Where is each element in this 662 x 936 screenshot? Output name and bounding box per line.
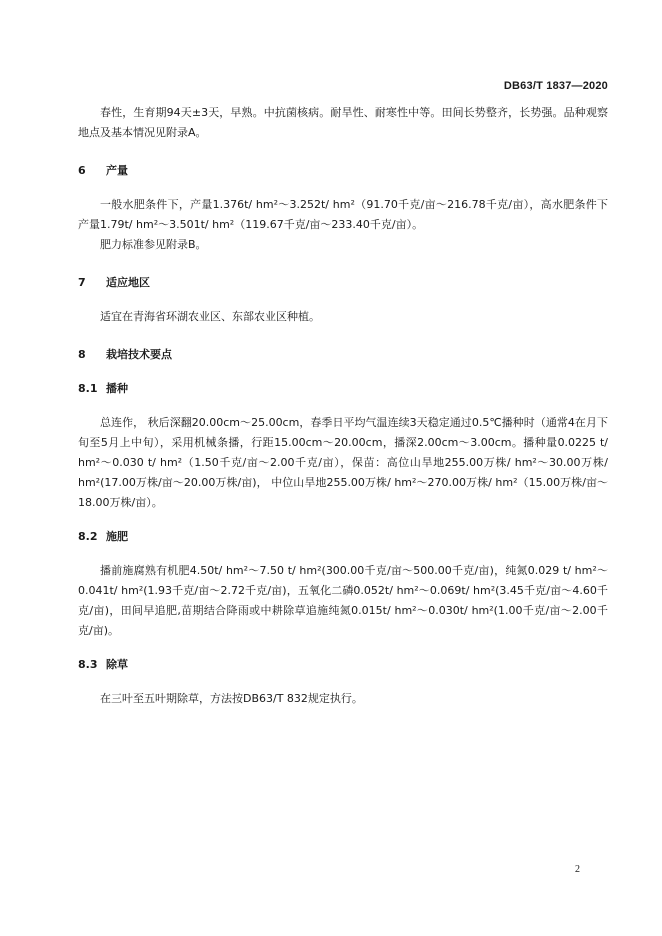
section-6-heading bbox=[78, 161, 608, 181]
yield-paragraph: 一般水肥条件下，产量1.376t/ hm²～3.252t/ hm²（91.70千克/亩～216.78千克/亩），高水肥条件下产量1.79t/ hm²～3.501t/ hm²（119.67千克/亩～233.40千克/亩）。 bbox=[78, 198, 608, 231]
section-7-heading bbox=[78, 273, 608, 293]
subsection-8-1-heading bbox=[78, 379, 608, 399]
section-title: 适应地区 bbox=[106, 276, 150, 289]
region-paragraph: 适宜在青海省环湖农业区、东部农业区种植。 bbox=[100, 310, 320, 323]
section-number: 6 bbox=[78, 164, 86, 177]
subsection-8-2-heading bbox=[78, 527, 608, 547]
intro-paragraph: 春性，生育期94天±3天，早熟。中抗菌核病。耐旱性、耐寒性中等。田间长势整齐，长势强。品种观察地点及基本情况见附录A。 bbox=[78, 106, 608, 139]
section-title: 栽培技术要点 bbox=[106, 348, 172, 361]
section-number: 8 bbox=[78, 348, 86, 361]
subsection-title: 除草 bbox=[106, 658, 128, 671]
document-code: DB63/T 1837—2020 bbox=[503, 80, 608, 92]
document-body bbox=[78, 103, 608, 709]
section-title: 产量 bbox=[106, 164, 128, 177]
subsection-title: 播种 bbox=[106, 382, 128, 395]
weeding-paragraph: 在三叶至五叶期除草，方法按DB63/T 832规定执行。 bbox=[100, 692, 363, 705]
subsection-8-3-heading bbox=[78, 655, 608, 675]
subsection-number: 8.1 bbox=[78, 382, 98, 395]
section-8-heading bbox=[78, 345, 608, 365]
page-number: 2 bbox=[575, 864, 580, 875]
sowing-paragraph: 总连作， 秋后深翻20.00cm～25.00cm，春季日平均气温连续3天稳定通过0.5℃播种时（通常4在月下旬至5月上中旬），采用机械条播，行距15.00cm～20.00cm，播深2.00cm～3.00cm。播种量0.0225 t/ hm²～0.030 t/ hm²（1.50千克/亩～2.00千克/亩），保苗：高位山旱地255.00万株/ hm²～30.00万株/ hm²(17.00万株/亩～20.00万株/亩)， 中位山旱地255.00万株/ hm²～270.00万株/ hm²（15.00万株/亩～18.00万株/亩）。 bbox=[78, 416, 608, 509]
subsection-number: 8.2 bbox=[78, 530, 98, 543]
subsection-number: 8.3 bbox=[78, 658, 98, 671]
fertilization-paragraph: 播前施腐熟有机肥4.50t/ hm²～7.50 t/ hm²(300.00千克/亩～500.00千克/亩)，纯氮0.029 t/ hm²～0.041t/ hm²(1.93千克/亩～2.72千克/亩)，五氧化二磷0.052t/ hm²～0.069t/ hm²(3.45千克/亩～4.60千克/亩)，田间早追肥,苗期结合降雨或中耕除草追施纯氮0.015t/ hm²～0.030t/ hm²(1.00千克/亩～2.00千克/亩)。 bbox=[78, 564, 608, 637]
fertility-note: 肥力标准参见附录B。 bbox=[100, 238, 207, 251]
subsection-title: 施肥 bbox=[106, 530, 128, 543]
section-number: 7 bbox=[78, 276, 86, 289]
